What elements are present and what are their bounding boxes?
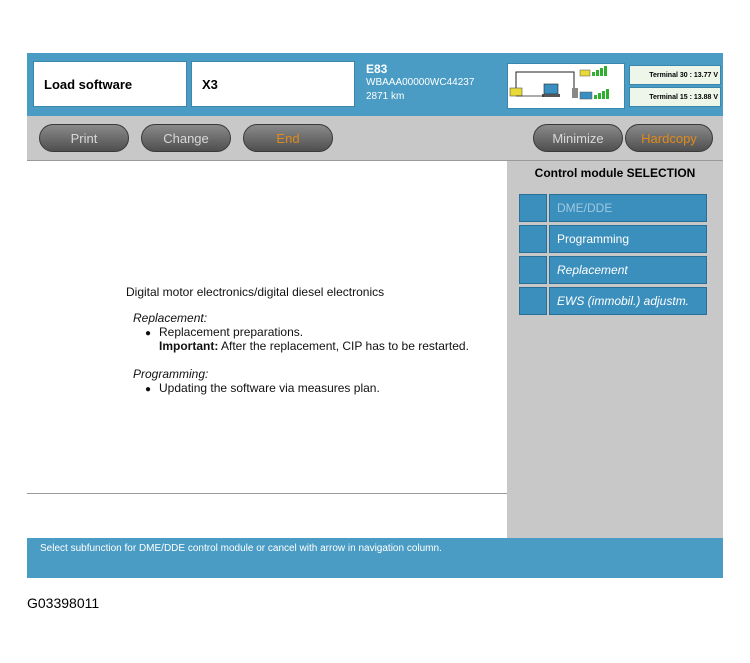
vehicle-model: X3	[191, 61, 355, 107]
menu-row-ews-adjustment	[519, 287, 707, 315]
menu-item-replacement[interactable]: Replacement	[549, 256, 707, 284]
menu-row-marker	[519, 287, 547, 315]
menu-row-replacement	[519, 256, 707, 284]
back-arrow-button[interactable]	[519, 194, 547, 222]
status-bar	[27, 538, 723, 578]
status-text: Select subfunction for DME/DDE control module or cancel with arrow in navigation column.	[40, 543, 442, 554]
menu-row-dme-dde	[519, 194, 707, 222]
navigation-panel	[507, 161, 723, 538]
programming-label: Programming:	[133, 367, 209, 381]
panel-title: Control module SELECTION	[534, 166, 696, 180]
terminal-15-voltage: Terminal 15 : 13.88 V	[629, 87, 721, 107]
vehicle-vin: WBAAA00000WC44237	[366, 77, 475, 88]
header-bar	[27, 53, 723, 116]
function-title: Load software	[33, 61, 187, 107]
terminal-30-voltage: Terminal 30 : 13.77 V	[629, 65, 721, 85]
info-content	[27, 161, 507, 494]
important-text: After the replacement, CIP has to be restarted.	[218, 339, 469, 353]
programming-bullet: ● Updating the software via measures plan.	[145, 381, 380, 395]
menu-row-marker	[519, 225, 547, 253]
vehicle-series: E83	[366, 62, 388, 76]
toolbar	[27, 116, 723, 161]
change-button[interactable]: Change	[141, 124, 231, 152]
vehicle-info	[366, 62, 516, 104]
menu-row-programming	[519, 225, 707, 253]
menu-item-dme-dde[interactable]: DME/DDE	[549, 194, 707, 222]
vehicle-mileage: 2871 km	[366, 91, 405, 102]
important-label: Important:	[159, 339, 219, 353]
menu-item-programming[interactable]: Programming	[549, 225, 707, 253]
replacement-bullet: ● Replacement preparations.	[145, 325, 304, 339]
figure-code: G03398011	[27, 595, 100, 611]
connection-diagram-icon	[507, 63, 625, 109]
end-button[interactable]: End	[243, 124, 333, 152]
menu-row-marker	[519, 256, 547, 284]
hardcopy-button[interactable]: Hardcopy	[625, 124, 713, 152]
replacement-label: Replacement:	[133, 311, 208, 325]
print-button[interactable]: Print	[39, 124, 129, 152]
menu-item-ews-adjustment[interactable]: EWS (immobil.) adjustm.	[549, 287, 707, 315]
application-window	[27, 53, 723, 578]
content-footer-area	[27, 494, 507, 538]
important-note	[159, 339, 469, 353]
minimize-button[interactable]: Minimize	[533, 124, 623, 152]
content-heading: Digital motor electronics/digital diesel electronics	[126, 285, 385, 299]
